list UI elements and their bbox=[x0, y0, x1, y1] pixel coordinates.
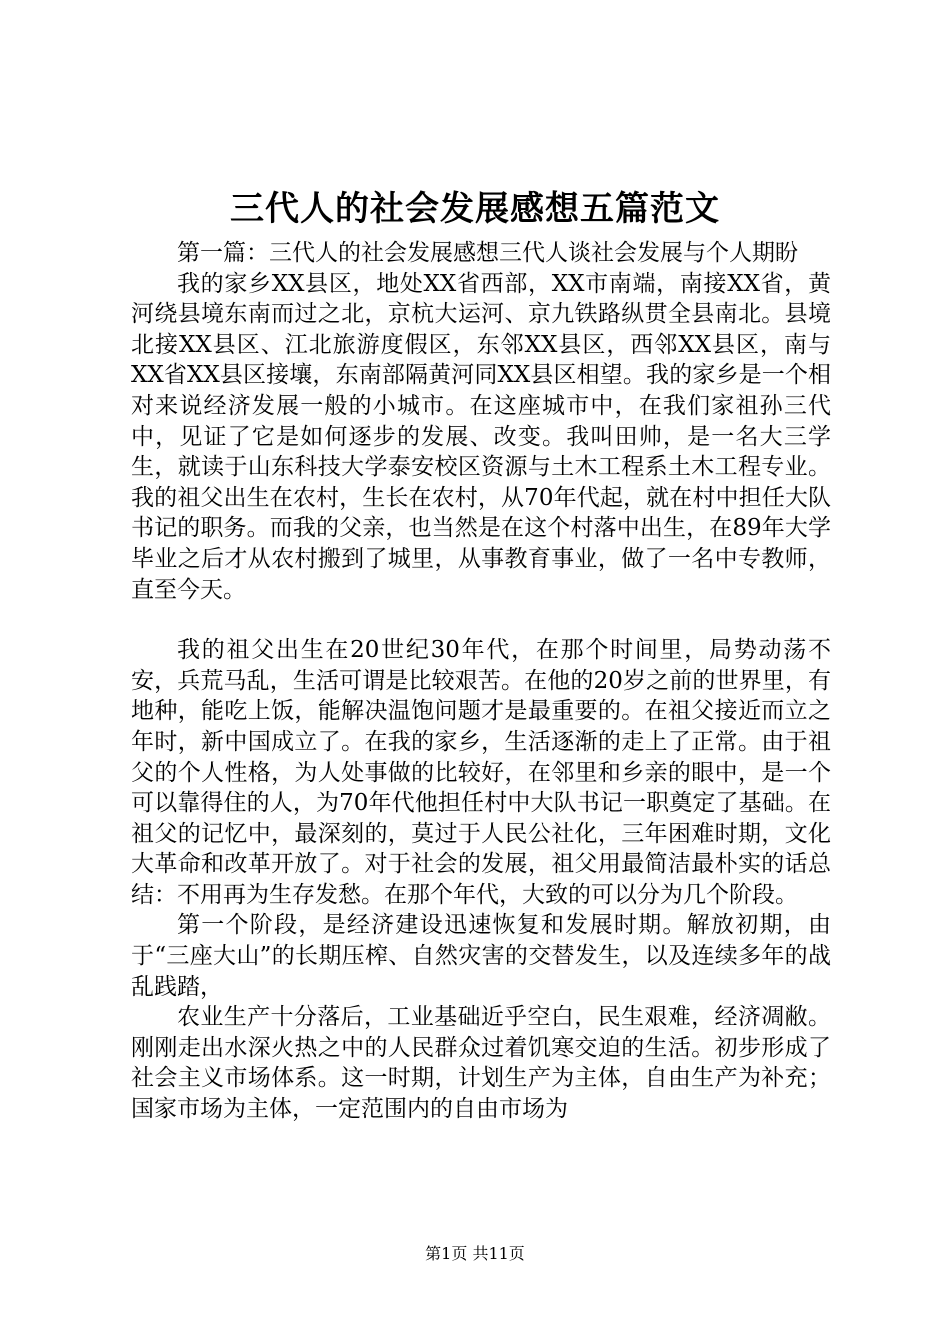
paragraph-heading: 第一篇：三代人的社会发展感想三代人谈社会发展与个人期盼 bbox=[177, 240, 798, 266]
document-body bbox=[131, 238, 831, 1125]
page-footer: 第1页 共11页 bbox=[425, 1244, 525, 1263]
paragraph: 农业生产十分落后，工业基础近乎空白，民生艰难，经济凋敝。刚刚走出水深火热之中的人民群众过着饥寒交迫的生活。初步形成了社会主义市场体系。这一时期，计划生产为主体，自由生产为补充；国家市场为主体，一定范围内的自由市场为 bbox=[131, 1004, 831, 1123]
document-title: 三代人的社会发展感想五篇范文 bbox=[230, 189, 720, 229]
paragraph: 我的家乡XX县区，地处XX省西部，XX市南端，南接XX省，黄河绕县境东南而过之北，京杭大运河、京九铁路纵贯全县南北。县境北接XX县区、江北旅游度假区，东邻XX县区，西邻XX县区，南与XX省XX县区接壤，东南部隔黄河同XX县区相望。我的家乡是一个相对来说经济发展一般的小城市。在这座城市中，在我们家祖孙三代中，见证了它是如何逐步的发展、改变。我叫田帅，是一名大三学生，就读于山东科技大学泰安校区资源与土木工程系土木工程专业。我的祖父出生在农村，生长在农村，从70年代起，就在村中担任大队书记的职务。而我的父亲，也当然是在这个村落中出生，在89年大学毕业之后才从农村搬到了城里，从事教育事业，做了一名中专教师，直至今天。 bbox=[131, 270, 831, 603]
paragraph: 我的祖父出生在20世纪30年代，在那个时间里，局势动荡不安，兵荒马乱，生活可谓是比较艰苦。在他的20岁之前的世界里，有地种，能吃上饭，能解决温饱问题才是最重要的。在祖父接近而立之年时，新中国成立了。在我的家乡，生活逐渐的走上了正常。由于祖父的个人性格，为人处事做的比较好，在邻里和乡亲的眼中，是一个可以靠得住的人，为70年代他担任村中大队书记一职奠定了基础。在祖父的记忆中，最深刻的，莫过于人民公社化，三年困难时期，文化大革命和改革开放了。对于社会的发展，祖父用最简洁最朴实的话总结：不用再为生存发愁。在那个年代，大致的可以分为几个阶段。 bbox=[131, 637, 831, 908]
paragraph: 第一个阶段，是经济建设迅速恢复和发展时期。解放初期，由于“三座大山”的长期压榨、自然灾害的交替发生，以及连续多年的战乱践踏， bbox=[131, 912, 831, 1000]
